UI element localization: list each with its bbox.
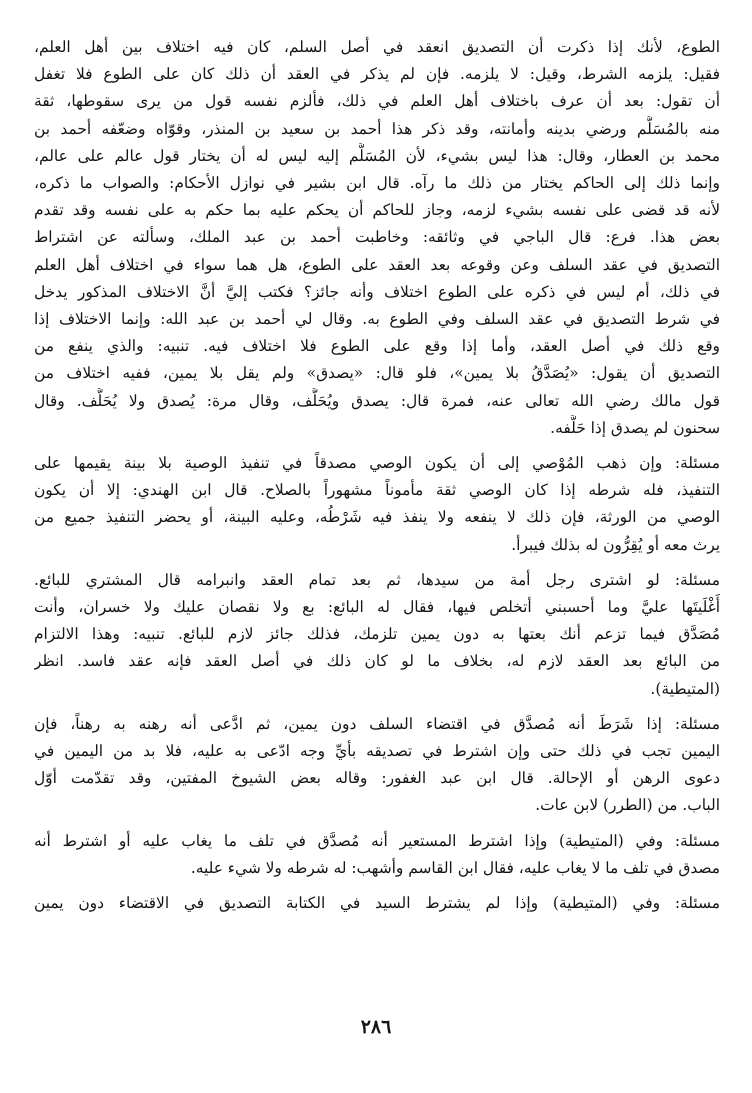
text-line: التنفيذ، فله شرطه إذا كان الوصي ثقة مأموناً مشهوراً بالصلاح. قال ابن الهندي: إلا أن يكون [34,481,720,500]
text-line: يرث معه أو يُقِرُّون له بذلك فيبرأ. [511,535,720,554]
text-line: وقع ذلك في أصل العقد، وأما إذا وقع على الطوع فلا اختلاف فيه. تنبيه: والذي ينفع من [34,337,720,356]
text-line: بعض هذا. فرع: قال الباجي في وثائقه: وخاطبت أحمد بن عبد الملك، وسألته عن اشتراط [34,228,720,247]
paragraph-masala-kitaba [34,890,720,917]
text-line: مسئلة: لو اشترى رجل أمة من سيدها، ثم بعد تمام العقد وانبرامه قال المشتري للبائع. [34,570,720,589]
text-line: مسئلة: إذا شَرَطَ أنه مُصدَّق في اقتضاء السلف دون يمين، ثم ادَّعى أنه رهنه به رهناً، فإن [34,714,720,733]
text-line: مسئلة: وإن ذهب المُوْصي إلى أن يكون الوصي مصدقاً في تنفيذ الوصية بلا بينة يقيمها على [34,454,720,473]
text-line: دعوى الرهن أو الإحالة. قال ابن عبد الغفور: وقاله بعض الشيوخ المفتين، وقد تقدّمت أوّل [34,769,720,788]
text-line: أَغْلَيتَها عليَّ وما أحسبني أتخلص فيها، فقال له البائع: بع ولا نقصان عليك ولا خسران، وأنت [34,598,720,617]
text-line: الطوع، لأنك إذا ذكرت أن التصديق انعقد في أصل السلم، كان فيه اختلاف بين أهل العلم، [34,38,720,56]
text-line: التصديق أن يقول: «يُصَدَّقُ بلا يمين»، فلو قال: «يصدق» ولم يقل بلا يمين، ففيه اختلاف من [34,364,720,383]
text-line: الباب. من (الطرر) لابن عات. [535,796,720,815]
text-line: في شرط التصديق في عقد السلف وفي الطوع به. وقال لي أحمد بن عبد الله: وإنما الاختلاف إذا [34,310,720,329]
page-number: ٢٨٦ [360,1016,392,1038]
paragraph-main [34,34,720,442]
text-line: التصديق في عقد السلف وعن وقوعه بعد العقد على الطوع، هل هما سواء في اختلاف أهل العلم [34,255,720,274]
text-line: في ذلك، أم ليس في ذكره على الطوع اختلاف وأنه جائز؟ فكتب إليَّ أنَّ الاختلاف المذكور يدخل [34,282,720,301]
text-line: فقيل: يلزمه الشرط، وقيل: لا يلزمه. فإن لم يذكر في العقد أن ذلك كان على الطوع فلا تغفل [34,65,720,84]
paragraph-masala-ama [34,567,720,703]
paragraph-masala-wasi [34,450,720,559]
text-line: سحنون لم يصدق إذا حَلَّفه. [550,418,720,437]
text-line: مصدق في تلف ما لا يغاب عليه، فقال ابن القاسم وأشهب: له شرطه ولا شيء عليه. [190,858,720,877]
text-line: لأنه قد قضى على نفسه بشيء لزمه، وجاز للحاكم أن يحكم عليه بما حكم به على نفسه وقد تقدم [34,201,720,220]
paragraph-masala-salaf [34,711,720,820]
text-line: قول مالك رضي الله تعالى عنه، فمرة قال: يصدق ويُحَلَّف، وقال مرة: يُصدق ولا يُحَلَّف. وقال [34,391,720,410]
page-body [34,34,720,1014]
text-line: محمد بن العطار، وقال: هذا ليس بشيء، لأن المُسَلَّم إليه ليس له أن يختار قول عالم على عالم، [34,146,720,165]
text-line: منه بالمُسَلَّم ورضي بدينه وأمانته، وقد ذكر هذا أحمد بن سعيد بن المنذر، وقوّاه وضعّفه أحمد بن [34,119,720,138]
text-line: أن تقول: بعد أن عرف باختلاف أهل العلم في ذلك، فألزم نفسه قول من يرى سقوطها، ثقة [34,92,720,111]
text-line: (المتيطية). [650,679,720,698]
text-line: اليمين تجب في ذلك حتى وإن اشترط في تصديقه بأيِّ وجه ادّعى به عليه، فلا بد من اليمين في [34,742,720,761]
paragraph-masala-musta'ir [34,828,720,882]
text-line: من البائع بعد العقد لازم له، بخلاف ما لو كان ذلك في أصل العقد فإنه عقد فاسد. انظر [34,652,720,671]
text-line: وإنما ذلك إلى الحاكم يختار من ذلك ما رآه. قال ابن بشير في نوازل الأحكام: والصواب ما ذكره، [34,174,720,193]
text-line: مُصَدَّق فيما تزعم أنك بعتها به دون يمين تلزمك، فذلك جائز لازم للبائع. تنبيه: وهذا الالتزام [34,625,720,644]
text-line: مسئلة: وفي (المتيطية) وإذا اشترط المستعير أنه مُصدَّق في تلف ما يغاب عليه أو اشترط أنه [34,831,720,850]
text-line: مسئلة: وفي (المتيطية) وإذا لم يشترط السيد في الكتابة التصديق في الاقتضاء دون يمين [34,894,720,913]
text-line: الوصي من الورثة، فإن ذلك لا ينفعه ولا ينفذ فيه شَرْطُه، وعليه البينة، أو يحضر التنفيذ جميع من [34,508,720,527]
